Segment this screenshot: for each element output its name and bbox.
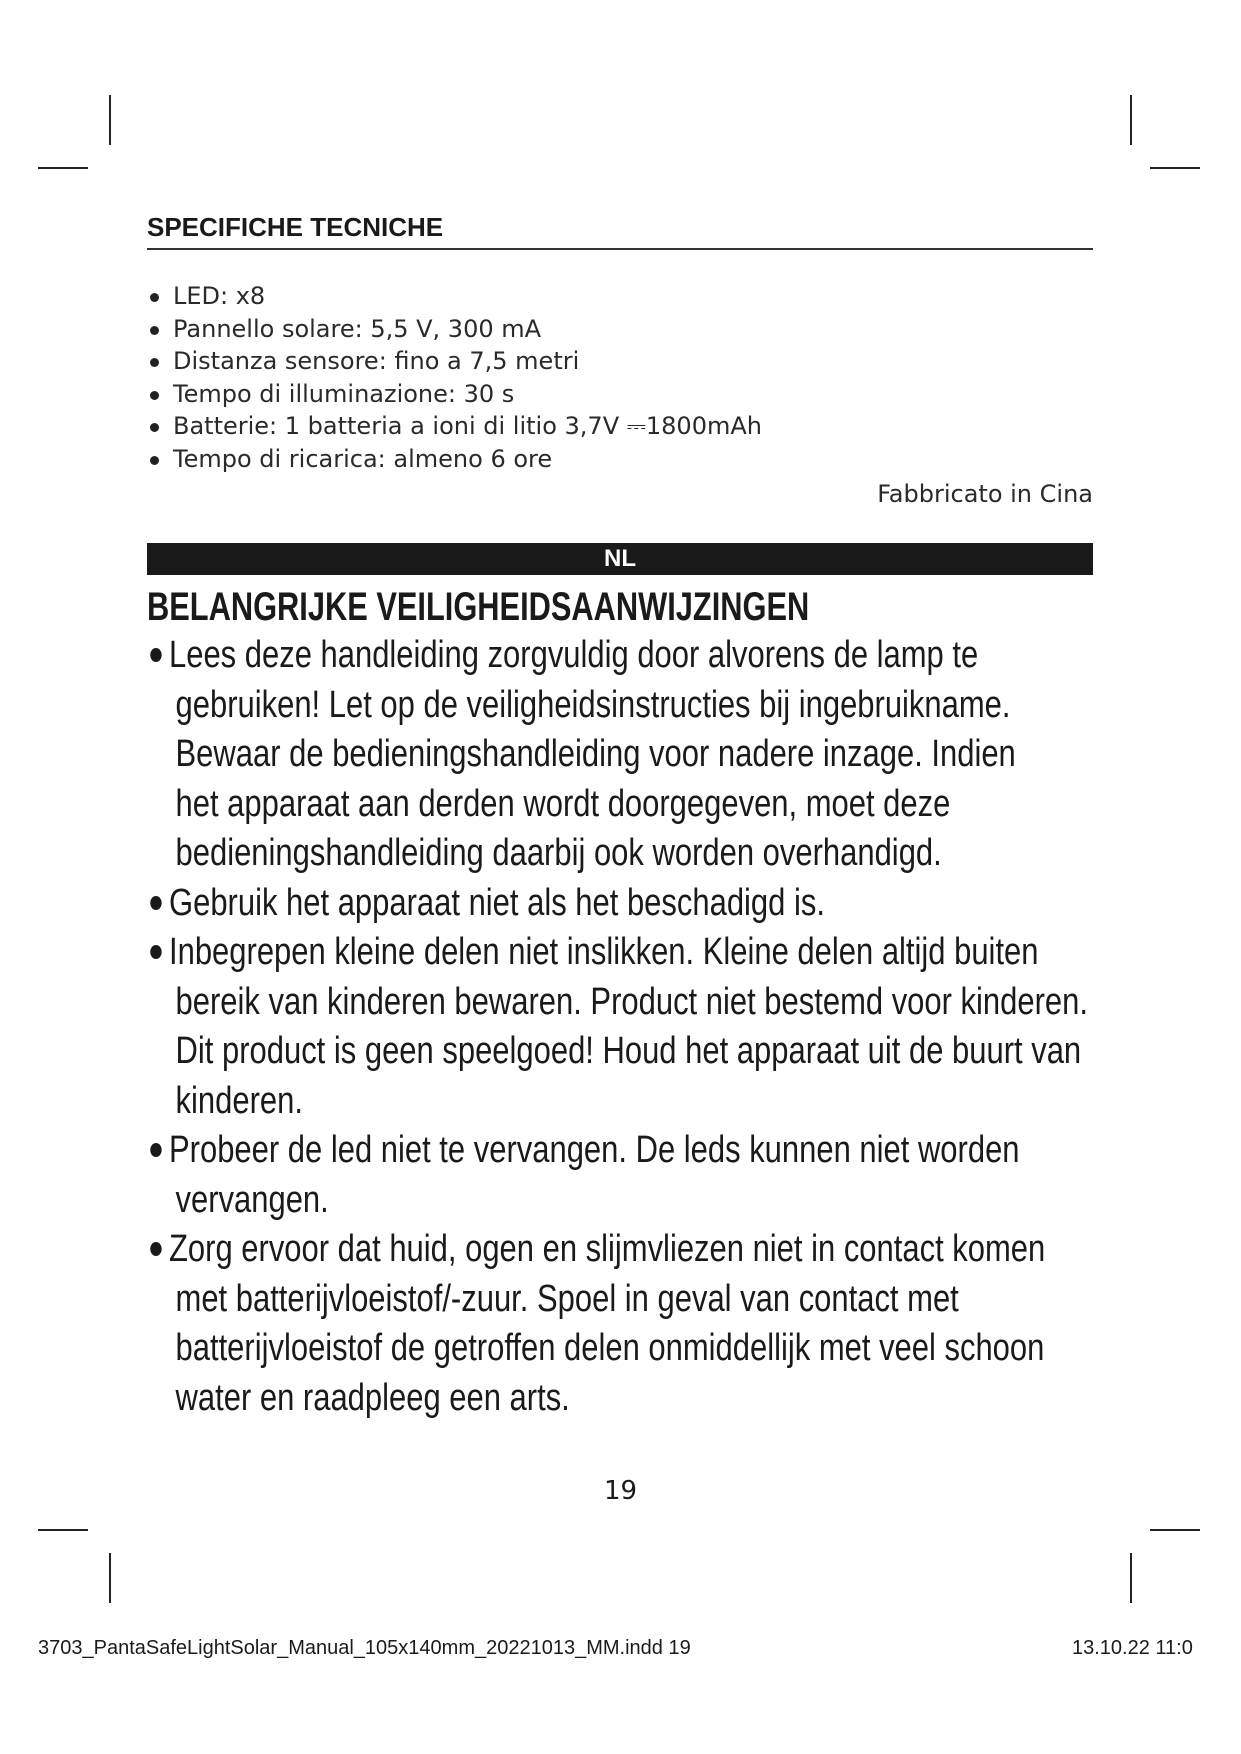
crop-mark-top-right-horizontal	[1150, 167, 1200, 169]
crop-mark-top-left-horizontal	[38, 167, 88, 169]
safety-line: Probeer de led niet te vervangen. De leds kunnen niet worden	[169, 1129, 1020, 1171]
safety-line: met batterijvloeistof/-zuur. Spoel in geval van contact met	[175, 1277, 959, 1320]
safety-line: water en raadpleeg een arts.	[175, 1376, 570, 1419]
safety-line: bedieningshandleiding daarbij ook worden overhandigd.	[175, 832, 942, 874]
safety-item	[147, 879, 1088, 929]
crop-mark-top-right-vertical	[1130, 95, 1132, 145]
safety-line: het apparaat aan derden wordt doorgegeven, moet deze	[175, 782, 951, 825]
safety-line: batterijvloeistof de getroffen delen onmiddellijk met veel schoon	[175, 1327, 1045, 1369]
safety-line: Gebruik het apparaat niet als het beschadigd is.	[169, 881, 825, 924]
specs-divider	[147, 248, 1093, 250]
safety-line: vervangen.	[175, 1178, 329, 1221]
language-bar: NL	[147, 543, 1093, 575]
spec-item: Tempo di ricarica: almeno 6 ore	[147, 443, 762, 476]
safety-item	[147, 1225, 1088, 1423]
spec-item: Tempo di illuminazione: 30 s	[147, 378, 762, 411]
slug-filename: 3703_PantaSafeLightSolar_Manual_105x140mm_20221013_MM.indd 19	[38, 1637, 691, 1659]
crop-mark-bottom-right-vertical	[1130, 1553, 1132, 1603]
safety-line: kinderen.	[175, 1079, 303, 1122]
crop-mark-top-left-vertical	[109, 95, 111, 145]
safety-line: bereik van kinderen bewaren. Product niet bestemd voor kinderen.	[175, 980, 1088, 1023]
page-number: 19	[603, 1476, 638, 1506]
specs-list	[147, 280, 762, 475]
safety-line: Lees deze handleiding zorgvuldig door alvorens de lamp te	[169, 634, 979, 676]
crop-mark-bottom-left-horizontal	[38, 1529, 88, 1531]
safety-line: Bewaar de bedieningshandleiding voor nadere inzage. Indien	[175, 733, 1016, 775]
spec-item: Batterie: 1 batteria a ioni di litio 3,7V ⎓1800mAh	[147, 410, 762, 443]
crop-mark-bottom-left-vertical	[109, 1553, 111, 1603]
safety-line: gebruiken! Let op de veiligheidsinstructies bij ingebruikname.	[175, 683, 1011, 726]
safety-item	[147, 1126, 1088, 1225]
safety-line: Dit product is geen speelgoed! Houd het apparaat uit de buurt van	[175, 1030, 1082, 1072]
safety-heading: BELANGRIJKE VEILIGHEIDSAANWIJZINGEN	[147, 585, 810, 629]
made-in-note: Fabbricato in Cina	[877, 480, 1093, 508]
slug-date: 13.10.22 11:0	[1072, 1637, 1193, 1659]
safety-item	[147, 631, 1088, 879]
safety-line: Zorg ervoor dat huid, ogen en slijmvliezen niet in contact komen	[169, 1228, 1046, 1270]
specs-heading: SPECIFICHE TECNICHE	[147, 212, 444, 242]
safety-line: Inbegrepen kleine delen niet inslikken. Kleine delen altijd buiten	[169, 931, 1039, 973]
crop-mark-bottom-right-horizontal	[1150, 1529, 1200, 1531]
spec-item: Pannello solare: 5,5 V, 300 mA	[147, 313, 762, 346]
spec-item: Distanza sensore: fino a 7,5 metri	[147, 345, 762, 378]
spec-item: LED: x8	[147, 280, 762, 313]
safety-item	[147, 928, 1088, 1126]
safety-list	[147, 631, 1088, 1423]
